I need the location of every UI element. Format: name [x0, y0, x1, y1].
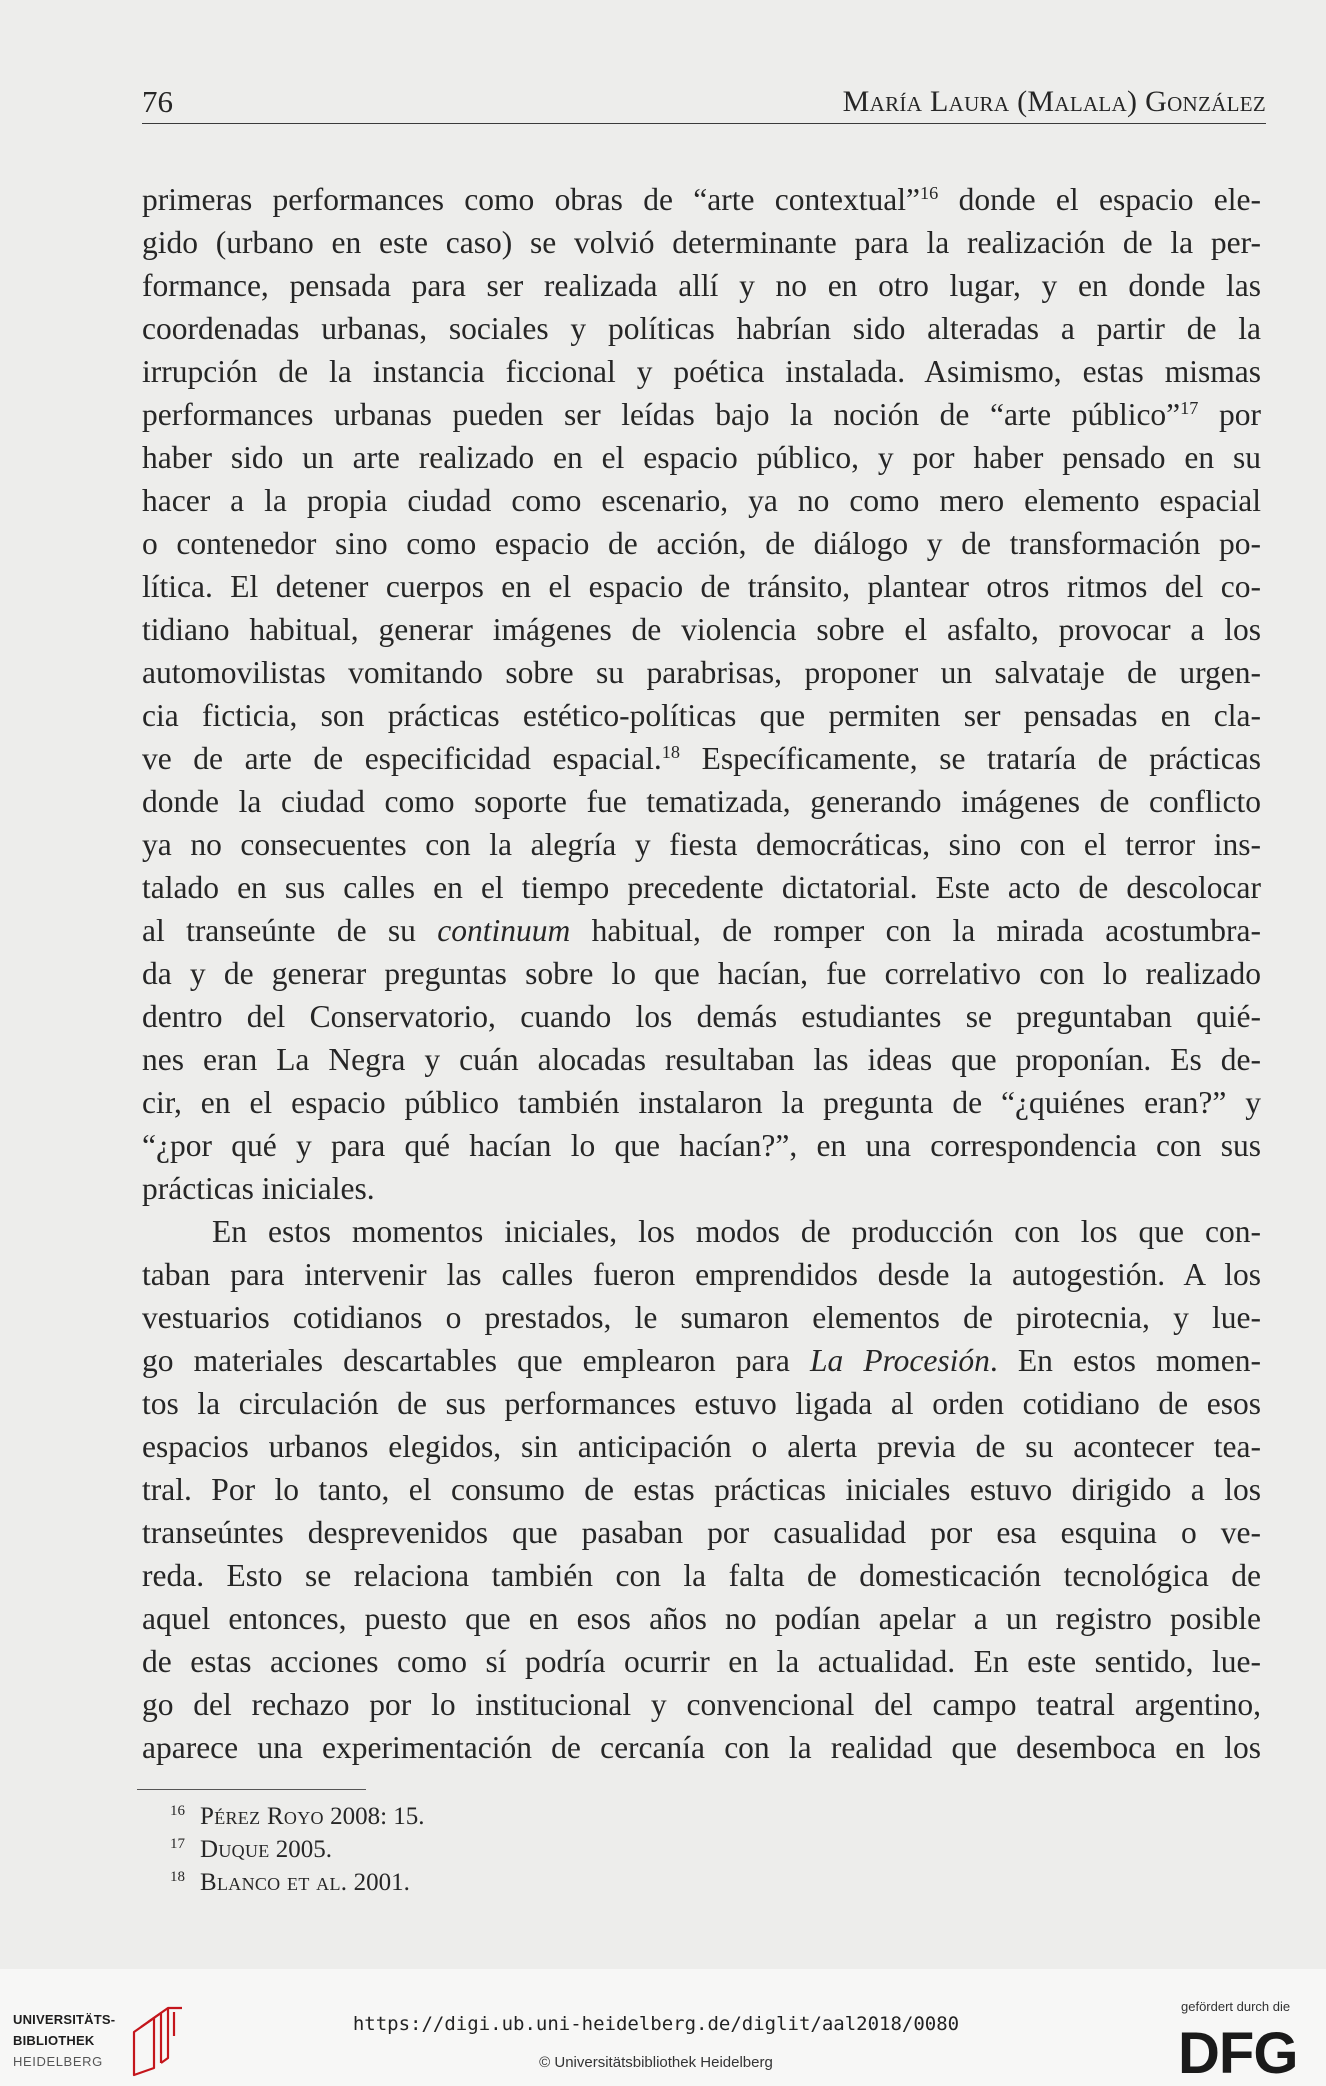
text-line [142, 694, 1261, 737]
text-line [142, 1167, 1261, 1210]
line-text: ve de arte de especificidad espacial. [142, 741, 662, 776]
text-line [142, 307, 1261, 350]
line-text: por [1198, 397, 1261, 432]
text-line [142, 866, 1261, 909]
library-logo-line: HEIDELBERG [13, 2054, 103, 2069]
line-text: da y de generar preguntas sobre lo que hacían, fue correlativo con lo realizado [142, 956, 1261, 991]
line-text: En estos momentos iniciales, los modos de producción con los que con- [212, 1214, 1261, 1249]
text-line [142, 436, 1261, 479]
line-text: ya no consecuentes con la alegría y fiesta democráticas, sino con el terror ins- [142, 827, 1261, 862]
text-line [142, 1511, 1261, 1554]
library-logo-line: BIBLIOTHEK [13, 2033, 95, 2048]
running-title: María Laura (Malala) González [842, 85, 1266, 118]
line-text: taban para intervenir las calles fueron emprendidos desde la autogestión. A los [142, 1257, 1261, 1292]
line-text: gido (urbano en este caso) se volvió determinante para la realización de la per- [142, 225, 1261, 260]
footnote-author: Pérez Royo [200, 1803, 324, 1830]
text-line [142, 1726, 1261, 1769]
body-text [142, 178, 1261, 1769]
line-text: dentro del Conservatorio, cuando los demás estudiantes se preguntaban quié- [142, 999, 1261, 1034]
footer-bar [0, 1969, 1326, 2086]
line-text: o contenedor sino como espacio de acción, de diálogo y de transformación po- [142, 526, 1261, 561]
footnote-text: 2005. [269, 1836, 333, 1863]
footnote-divider [137, 1789, 366, 1790]
text-line [142, 1468, 1261, 1511]
text-line [142, 522, 1261, 565]
line-text: Específicamente, se trataría de prácticas [680, 741, 1261, 776]
text-line [142, 651, 1261, 694]
text-line [142, 350, 1261, 393]
header-rule [142, 123, 1266, 124]
line-text: donde el espacio ele- [938, 182, 1261, 217]
line-text: irrupción de la instancia ficcional y poética instalada. Asimismo, estas mismas [142, 354, 1261, 389]
footnote-reference: 17 [1180, 398, 1199, 419]
line-text: prácticas iniciales. [142, 1171, 375, 1206]
line-text: vestuarios cotidianos o prestados, le sumaron elementos de pirotecnia, y lue- [142, 1300, 1261, 1335]
text-line [142, 1554, 1261, 1597]
text-line [142, 264, 1261, 307]
text-line [142, 1382, 1261, 1425]
footnote: 17 Duque 2005. [170, 1836, 333, 1863]
line-text: “¿por qué y para qué hacían lo que hacían?”, en una correspondencia con sus [142, 1128, 1261, 1163]
text-line [142, 1124, 1261, 1167]
text-line [142, 1296, 1261, 1339]
text-line [142, 1210, 1261, 1253]
line-text: espacios urbanos elegidos, sin anticipación o alerta previa de su acontecer tea- [142, 1429, 1261, 1464]
text-line [142, 780, 1261, 823]
line-text: reda. Esto se relaciona también con la falta de domesticación tecnológica de [142, 1558, 1261, 1593]
italic-text: La Procesión [809, 1343, 990, 1378]
text-line [142, 1683, 1261, 1726]
footnote-author: Blanco et al. [200, 1869, 348, 1896]
dfg-logo[interactable]: DFG [1178, 2021, 1298, 2086]
line-text: automovilistas vomitando sobre su parabrisas, proponer un salvataje de urgen- [142, 655, 1261, 690]
italic-text: continuum [437, 913, 571, 948]
digital-copy-url[interactable]: https://digi.ub.uni-heidelberg.de/diglit/aal2018/0080 [352, 2013, 960, 2035]
funding-label: gefördert durch die [1181, 1999, 1291, 2014]
copyright-notice: © Universitätsbibliothek Heidelberg [539, 2054, 773, 2071]
text-line [142, 1597, 1261, 1640]
text-line [142, 909, 1261, 952]
line-text: talado en sus calles en el tiempo precedente dictatorial. Este acto de descolocar [142, 870, 1261, 905]
footnote-text: 2008: 15. [323, 1803, 425, 1830]
line-text: haber sido un arte realizado en el espacio público, y por haber pensado en su [142, 440, 1261, 475]
footnotes [170, 1800, 425, 1899]
text-line [142, 995, 1261, 1038]
line-text: performances urbanas pueden ser leídas bajo la noción de “arte público” [142, 397, 1181, 432]
text-line [142, 1425, 1261, 1468]
text-line [142, 479, 1261, 522]
line-text: de estas acciones como sí podría ocurrir en la actualidad. En este sentido, lue- [142, 1644, 1261, 1679]
library-logo[interactable] [13, 2009, 115, 2072]
footnote: 18 Blanco et al. 2001. [170, 1869, 410, 1896]
text-line [142, 1253, 1261, 1296]
text-line [142, 1081, 1261, 1124]
text-line [142, 565, 1261, 608]
text-line [142, 823, 1261, 866]
line-text: aparece una experimentación de cercanía con la realidad que desemboca en los [142, 1730, 1261, 1765]
line-text: cia ficticia, son prácticas estético-políticas que permiten ser pensadas en cla- [142, 698, 1261, 733]
line-text: nes eran La Negra y cuán alocadas resultaban las ideas que proponían. Es de- [142, 1042, 1261, 1077]
footnote: 16 Pérez Royo 2008: 15. [170, 1803, 425, 1830]
line-text: tos la circulación de sus performances estuvo ligada al orden cotidiano de esos [142, 1386, 1261, 1421]
line-text: primeras performances como obras de “arte contextual” [142, 182, 920, 217]
line-text: go materiales descartables que emplearon para [142, 1343, 810, 1378]
text-line [142, 1640, 1261, 1683]
line-text: lítica. El detener cuerpos en el espacio de tránsito, plantear otros ritmos del co- [142, 569, 1261, 604]
line-text: habitual, de romper con la mirada acostumbra- [570, 913, 1261, 948]
line-text: transeúntes desprevenidos que pasaban por casualidad por esa esquina o ve- [142, 1515, 1261, 1550]
line-text: . En estos momen- [989, 1343, 1262, 1378]
text-line [142, 1038, 1261, 1081]
line-text: go del rechazo por lo institucional y convencional del campo teatral argentino, [142, 1687, 1261, 1722]
line-text: hacer a la propia ciudad como escenario, ya no como mero elemento espacial [142, 483, 1261, 518]
text-line [142, 221, 1261, 264]
line-text: donde la ciudad como soporte fue tematizada, generando imágenes de conflicto [142, 784, 1261, 819]
text-line [142, 608, 1261, 651]
text-line [142, 393, 1261, 436]
line-text: coordenadas urbanas, sociales y políticas habrían sido alteradas a partir de la [142, 311, 1261, 346]
line-text: tidiano habitual, generar imágenes de violencia sobre el asfalto, provocar a los [142, 612, 1261, 647]
footnote-reference: 16 [919, 183, 939, 204]
text-line [142, 952, 1261, 995]
page-number: 76 [142, 84, 173, 119]
footnote-author: Duque [200, 1836, 270, 1863]
text-line [142, 1339, 1261, 1382]
line-text: aquel entonces, puesto que en esos años no podían apelar a un registro posible [142, 1601, 1261, 1636]
line-text: tral. Por lo tanto, el consumo de estas prácticas iniciales estuvo dirigido a los [142, 1472, 1261, 1507]
library-book-icon [128, 2002, 186, 2078]
footnote-text: 2001. [347, 1869, 410, 1896]
text-line [142, 178, 1261, 221]
line-text: formance, pensada para ser realizada allí y no en otro lugar, y en donde las [142, 268, 1261, 303]
footnote-reference: 18 [661, 742, 681, 763]
line-text: cir, en el espacio público también instalaron la pregunta de “¿quiénes eran?” y [142, 1085, 1261, 1120]
library-logo-line: UNIVERSITÄTS- [13, 2012, 116, 2027]
line-text: al transeúnte de su [142, 913, 438, 948]
text-line [142, 737, 1261, 780]
